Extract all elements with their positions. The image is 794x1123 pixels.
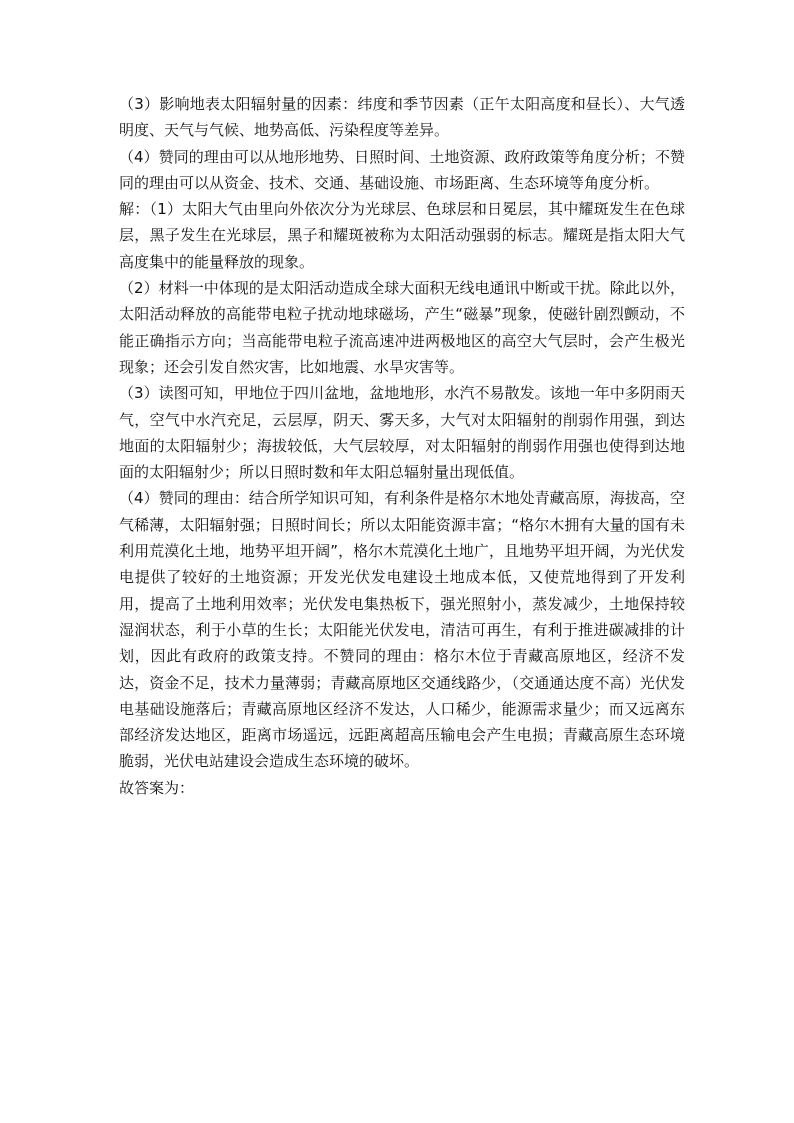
paragraph-factors: （3）影响地表太阳辐射量的因素：纬度和季节因素（正午太阳高度和昼长）、大气透明度、天气与气候、地势高低、污染程度等差异。 [119,95,685,140]
paragraph-analysis-angles: （4）赞同的理由可以从地形地势、日照时间、土地资源、政府政策等角度分析；不赞同的理由可以从资金、技术、交通、基础设施、市场距离、生态环境等角度分析。 [119,147,685,192]
paragraph-solution-2: （2）材料一中体现的是太阳活动造成全球大面积无线电通讯中断或干扰。除此以外，太阳活动释放的高能带电粒子扰动地球磁场，产生“磁暴”现象，使磁针剧烈颤动，不能正确指示方向；当高能带电粒子流高速冲进两极地区的高空大气层时，会产生极光现象；还会引发自然灾害，比如地震、水旱灾害等。 [119,279,685,376]
document-page [119,91,685,801]
paragraph-solution-1: 解：（1）太阳大气由里向外依次分为光球层、色球层和日冕层，其中耀斑发生在色球层，黑子发生在光球层，黑子和耀斑被称为太阳活动强弱的标志。耀斑是指太阳大气高度集中的能量释放的现象。 [119,200,685,271]
paragraph-solution-3: （3）读图可知，甲地位于四川盆地，盆地地形，水汽不易散发。该地一年中多阴雨天气，空气中水汽充足，云层厚，阴天、雾天多，大气对太阳辐射的削弱作用强，到达地面的太阳辐射少；海拔较低，大气层较厚，对太阳辐射的削弱作用强也使得到达地面的太阳辐射少；所以日照时数和年太阳总辐射量出现低值。 [119,384,685,482]
paragraph-answer-label: 故答案为： [119,778,195,797]
paragraph-solution-4: （4）赞同的理由：结合所学知识可知，有利条件是格尔木地处青藏高原，海拔高，空气稀薄，太阳辐射强；日照时间长；所以太阳能资源丰富；“格尔木拥有大量的国有未利用荒漠化土地，地势平坦开阔”，格尔木荒漠化土地广，且地势平坦开阔，为光伏发电提供了较好的土地资源；开发光伏发电建设土地成本低，又使荒地得到了开发利用，提高了土地利用效率；光伏发电集热板下，强光照射小，蒸发减少，土地保持较湿润状态，利于小草的生长；太阳能光伏发电，清洁可再生，有利于推进碳减排的计划，因此有政府的政策支持。不赞同的理由：格尔木位于青藏高原地区，经济不发达，资金不足，技术力量薄弱；青藏高原地区交通线路少，（交通通达度不高）光伏发电基础设施落后；青藏高原地区经济不发达，人口稀少，能源需求量少；而又远离东部经济发达地区，距离市场遥远，远距离超高压输电会产生电损；青藏高原生态环境脆弱，光伏电站建设会造成生态环境的破坏。 [119,489,685,771]
